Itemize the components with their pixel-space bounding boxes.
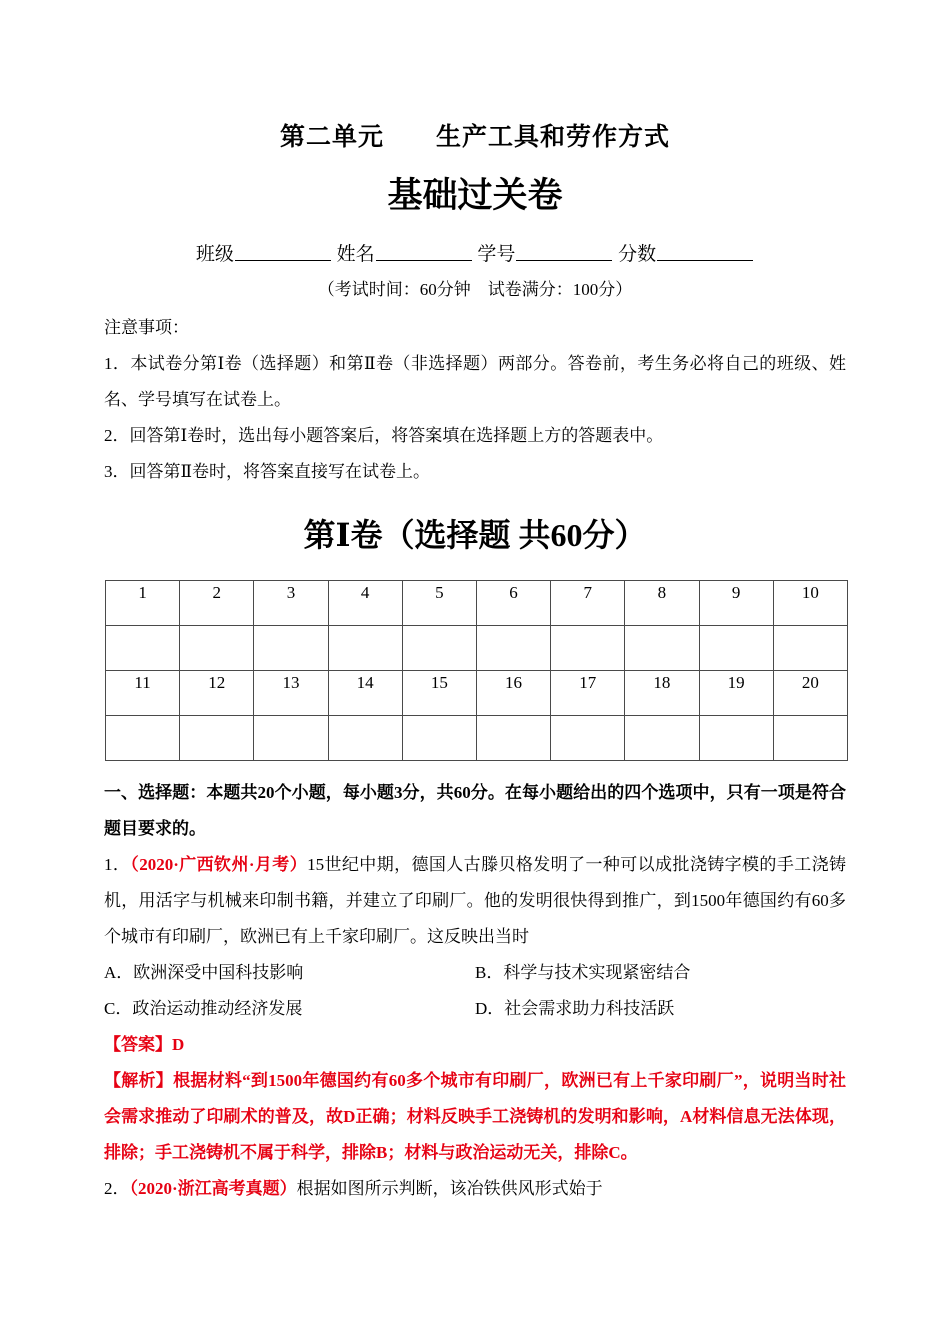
question-1-option-c[interactable]: C．政治运动推动经济发展 <box>104 999 303 1018</box>
question-2-number: 2． <box>104 1179 130 1198</box>
answer-cell-number: 2 <box>180 581 254 626</box>
answer-cell-number: 8 <box>625 581 699 626</box>
answer-cell-input[interactable] <box>180 626 254 671</box>
input-student-id[interactable] <box>516 244 612 261</box>
answer-cell-number: 7 <box>551 581 625 626</box>
answer-cell-input[interactable] <box>699 626 773 671</box>
question-1-analysis <box>104 1063 846 1171</box>
answer-cell-number: 14 <box>328 671 402 716</box>
section-heading-choice: 一、选择题：本题共20个小题，每小题3分，共60分。在每小题给出的四个选项中，只有一项是符合题目要求的。 <box>104 783 846 838</box>
answer-cell-input[interactable] <box>476 626 550 671</box>
answer-cell-input[interactable] <box>699 716 773 761</box>
answer-cell-number: 17 <box>551 671 625 716</box>
analysis-label: 【解析】 <box>104 1071 174 1090</box>
notice-item-1: 1．本试卷分第Ⅰ卷（选择题）和第Ⅱ卷（非选择题）两部分。答卷前，考生务必将自己的班级、姓名、学号填写在试卷上。 <box>104 354 846 409</box>
table-row <box>106 671 848 716</box>
student-info-line <box>104 218 846 270</box>
question-1-option-b[interactable]: B．科学与技术实现紧密结合 <box>475 963 691 982</box>
answer-cell-number: 16 <box>476 671 550 716</box>
answer-cell-number: 11 <box>106 671 180 716</box>
answer-value: D <box>172 1035 185 1054</box>
label-class: 班级 <box>195 244 234 265</box>
answer-cell-number: 5 <box>402 581 476 626</box>
question-2-source: （2020·浙江高考真题） <box>129 1179 297 1198</box>
question-1 <box>104 847 846 955</box>
table-row <box>106 716 848 761</box>
notice-item-3: 3．回答第Ⅱ卷时，将答案直接写在试卷上。 <box>104 462 431 481</box>
answer-cell-input[interactable] <box>328 716 402 761</box>
answer-cell-input[interactable] <box>106 716 180 761</box>
answer-cell-number: 19 <box>699 671 773 716</box>
part-one-heading: 第Ⅰ卷（选择题 共60分） <box>303 517 647 553</box>
answer-sheet-table <box>105 580 848 761</box>
answer-cell-number: 6 <box>476 581 550 626</box>
question-2 <box>104 1171 846 1207</box>
input-class[interactable] <box>235 244 331 261</box>
question-2-stem: 根据如图所示判断，该冶铁供风形式始于 <box>296 1179 603 1198</box>
answer-cell-input[interactable] <box>625 626 699 671</box>
answer-cell-input[interactable] <box>551 716 625 761</box>
table-row <box>106 581 848 626</box>
question-1-options-row-1 <box>104 955 846 991</box>
notice-item-2: 2．回答第Ⅰ卷时，选出每小题答案后，将答案填在选择题上方的答题表中。 <box>104 426 664 445</box>
question-1-options-row-2 <box>104 991 846 1027</box>
answer-cell-number: 9 <box>699 581 773 626</box>
answer-cell-number: 18 <box>625 671 699 716</box>
table-row <box>106 626 848 671</box>
answer-cell-input[interactable] <box>625 716 699 761</box>
question-1-answer <box>104 1027 846 1063</box>
answer-cell-input[interactable] <box>328 626 402 671</box>
unit-title: 第二单元 生产工具和劳作方式 <box>279 123 670 151</box>
question-1-number: 1． <box>104 855 131 874</box>
input-name[interactable] <box>376 244 472 261</box>
answer-cell-number: 15 <box>402 671 476 716</box>
answer-cell-number: 10 <box>773 581 847 626</box>
answer-cell-input[interactable] <box>180 716 254 761</box>
answer-cell-input[interactable] <box>773 716 847 761</box>
question-1-source: （2020·广西钦州·月考） <box>130 855 308 874</box>
answer-cell-number: 3 <box>254 581 328 626</box>
answer-cell-input[interactable] <box>402 626 476 671</box>
answer-cell-number: 20 <box>773 671 847 716</box>
analysis-text: 根据材料“到1500年德国约有60多个城市有印刷厂，欧洲已有上千家印刷厂”，说明当时社会需求推动了印刷术的普及，故D正确；材料反映手工浇铸机的发明和影响，A材料信息无法体现，排除；手工浇铸机不属于科学，排除B；材料与政治运动无关，排除C。 <box>104 1071 847 1162</box>
question-1-stem: 15世纪中期，德国人古滕贝格发明了一种可以成批浇铸字模的手工浇铸机，用活字与机械来印制书籍，并建立了印刷厂。他的发明很快得到推广，到1500年德国约有60多个城市有印刷厂，欧洲已有上千家印刷厂。这反映出当时 <box>104 855 847 946</box>
question-1-option-a[interactable]: A．欧洲深受中国科技影响 <box>104 963 304 982</box>
answer-cell-number: 4 <box>328 581 402 626</box>
input-score[interactable] <box>657 244 753 261</box>
answer-cell-input[interactable] <box>476 716 550 761</box>
question-1-option-d[interactable]: D．社会需求助力科技活跃 <box>475 999 675 1018</box>
answer-cell-input[interactable] <box>254 626 328 671</box>
answer-cell-input[interactable] <box>106 626 180 671</box>
exam-meta: （考试时间：60分钟 试卷满分：100分） <box>317 280 633 299</box>
label-name: 姓名 <box>336 244 375 265</box>
answer-cell-number: 12 <box>180 671 254 716</box>
answer-cell-number: 13 <box>254 671 328 716</box>
answer-cell-number: 1 <box>106 581 180 626</box>
answer-cell-input[interactable] <box>402 716 476 761</box>
answer-cell-input[interactable] <box>773 626 847 671</box>
notice-heading: 注意事项： <box>104 318 189 337</box>
answer-cell-input[interactable] <box>254 716 328 761</box>
label-student-id: 学号 <box>477 244 516 265</box>
paper-title: 基础过关卷 <box>387 176 563 215</box>
answer-cell-input[interactable] <box>551 626 625 671</box>
answer-label: 【答案】 <box>104 1035 172 1054</box>
label-score: 分数 <box>618 244 657 265</box>
